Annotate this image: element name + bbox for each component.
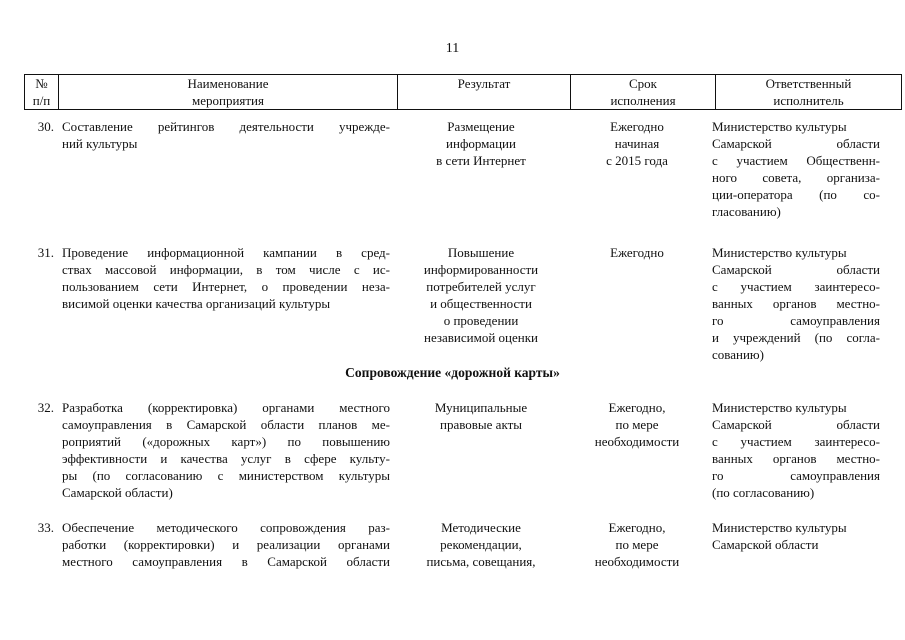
row-result-line: рекомендации,: [440, 537, 522, 552]
row-responsible-line: ванных органов местно-: [712, 296, 880, 311]
row-responsible-line: с участием заинтересо-: [712, 279, 880, 294]
row-term-line: Ежегодно: [610, 245, 664, 260]
row-responsible-line: ции-оператора (по со-: [712, 187, 880, 202]
row-term-line: по мере: [615, 537, 659, 552]
header-responsible-line1: Ответственный: [765, 76, 852, 91]
row-name-line: висимой оценки качества организаций культуры: [62, 296, 331, 311]
row-name-line: роприятий («дорожных карт») по повышению: [62, 434, 390, 449]
row-result-line: независимой оценки: [423, 330, 538, 345]
header-term: [571, 75, 716, 110]
row-result-line: информированности: [423, 262, 539, 277]
row-term-line: необходимости: [594, 554, 680, 569]
row-name-line: Самарской области): [62, 485, 173, 500]
row-result: [400, 244, 562, 346]
table-header: [24, 74, 902, 110]
row-responsible-line: Министерство культуры: [712, 400, 847, 415]
row-result-line: письма, совещания,: [426, 554, 536, 569]
row-term-line: Ежегодно,: [608, 520, 666, 535]
row-term-line: Ежегодно: [610, 119, 664, 134]
row-name: [62, 519, 390, 570]
row-name: [62, 118, 390, 152]
header-responsible: [716, 75, 902, 110]
row-responsible: [712, 118, 880, 220]
row-name: [62, 244, 390, 312]
row-result: [400, 399, 562, 433]
header-name: [59, 75, 398, 110]
row-term: [572, 118, 702, 169]
row-term-line: начиная: [614, 136, 660, 151]
header-name-line2: мероприятия: [191, 93, 264, 108]
header-name-line1: Наименование: [187, 76, 269, 91]
header-term-line2: исполнения: [610, 93, 676, 108]
row-term: [572, 399, 702, 450]
section-title: Сопровождение «дорожной карты»: [345, 365, 560, 380]
row-result-line: в сети Интернет: [436, 153, 526, 168]
row-responsible-line: ного совета, организа-: [712, 170, 880, 185]
row-result-line: Методические: [441, 520, 521, 535]
row-term-line: по мере: [615, 417, 659, 432]
row-responsible-line: Самарской области: [712, 537, 819, 552]
row-term-line: с 2015 года: [606, 153, 668, 168]
row-number: 31.: [37, 245, 54, 260]
row-number: 33.: [37, 520, 54, 535]
row-name-line: Проведение информационной кампании в сред-: [62, 245, 390, 260]
row-term: [572, 244, 702, 261]
row-responsible-line: го самоуправления: [712, 313, 880, 328]
row-result-line: информации: [446, 136, 516, 151]
row-result: [400, 519, 562, 570]
row-name-line: Обеспечение методического сопровождения раз-: [62, 520, 390, 535]
row-name-line: пользованием сети Интернет, о проведении неза-: [62, 279, 390, 294]
row-number: 30.: [37, 119, 54, 134]
header-number-line2: п/п: [32, 93, 51, 108]
row-responsible: [712, 519, 880, 553]
row-term-line: Ежегодно,: [608, 400, 666, 415]
row-responsible-line: Самарской области: [712, 417, 880, 432]
row-name-line: Составление рейтингов деятельности учрежде-: [62, 119, 390, 134]
row-term-line: необходимости: [594, 434, 680, 449]
row-responsible-line: с участием Общественн-: [712, 153, 880, 168]
row-responsible-line: (по согласованию): [712, 485, 815, 500]
row-responsible-line: сованию): [712, 347, 764, 362]
row-responsible-line: го самоуправления: [712, 468, 880, 483]
row-responsible: [712, 399, 880, 501]
row-name-line: ствах массовой информации, в том числе с ис-: [62, 262, 390, 277]
page-number: 11: [445, 41, 460, 56]
row-responsible-line: Министерство культуры: [712, 520, 847, 535]
header-responsible-line2: исполнитель: [773, 93, 844, 108]
row-responsible-line: с участием заинтересо-: [712, 434, 880, 449]
header-number-line1: №: [35, 76, 48, 91]
row-result-line: потребителей услуг: [426, 279, 536, 294]
row-result-line: Муниципальные: [434, 400, 528, 415]
row-result-line: и общественности: [430, 296, 532, 311]
row-responsible-line: и учреждений (по согла-: [712, 330, 880, 345]
row-name-line: работки (корректировки) и реализации органами: [62, 537, 390, 552]
row-result-line: правовые акты: [440, 417, 522, 432]
row-number: 32.: [37, 400, 54, 415]
row-name-line: ры (по согласованию с министерством культуры: [62, 468, 390, 483]
row-name-line: Разработка (корректировка) органами местного: [62, 400, 390, 415]
header-result-label: Результат: [457, 76, 511, 91]
row-responsible: [712, 244, 880, 363]
row-result-line: о проведении: [443, 313, 519, 328]
row-result-line: Размещение: [447, 119, 515, 134]
row-responsible-line: Министерство культуры: [712, 245, 847, 260]
header-term-line1: Срок: [629, 76, 657, 91]
row-responsible-line: Самарской области: [712, 262, 880, 277]
row-result-line: Повышение: [447, 245, 515, 260]
row-responsible-line: ванных органов местно-: [712, 451, 880, 466]
row-term: [572, 519, 702, 570]
row-name-line: самоуправления в Самарской области планов ме-: [62, 417, 390, 432]
header-number: [25, 75, 59, 110]
row-name-line: эффективности и качества услуг в сфере культу-: [62, 451, 390, 466]
row-name-line: местного самоуправления в Самарской области: [62, 554, 390, 569]
row-responsible-line: гласованию): [712, 204, 781, 219]
row-name-line: ний культуры: [62, 136, 138, 151]
row-name: [62, 399, 390, 501]
header-result: [398, 75, 571, 110]
row-result: [400, 118, 562, 169]
row-responsible-line: Министерство культуры: [712, 119, 847, 134]
row-responsible-line: Самарской области: [712, 136, 880, 151]
